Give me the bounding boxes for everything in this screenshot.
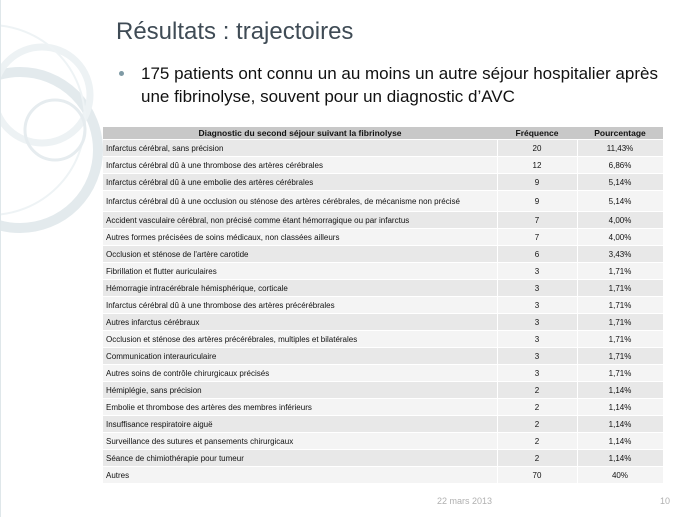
frequency-cell: 3 bbox=[497, 297, 577, 314]
diagnostic-cell: Fibrillation et flutter auriculaires bbox=[103, 263, 497, 280]
diagnostic-cell: Hémorragie intracérébrale hémisphérique, corticale bbox=[103, 280, 497, 297]
table-row bbox=[103, 140, 663, 157]
percentage-cell: 11,43% bbox=[577, 140, 663, 157]
diagnostic-cell: Autres infarctus cérébraux bbox=[103, 314, 497, 331]
table-row bbox=[103, 191, 663, 212]
percentage-cell: 1,71% bbox=[577, 280, 663, 297]
diagnostic-cell: Embolie et thrombose des artères des membres inférieurs bbox=[103, 399, 497, 416]
table-header-row bbox=[103, 127, 663, 140]
table-row bbox=[103, 263, 663, 280]
percentage-cell: 1,14% bbox=[577, 416, 663, 433]
frequency-cell: 2 bbox=[497, 382, 577, 399]
table-row bbox=[103, 157, 663, 174]
percentage-cell: 1,71% bbox=[577, 314, 663, 331]
table-row bbox=[103, 212, 663, 229]
table-row bbox=[103, 433, 663, 450]
percentage-cell: 3,43% bbox=[577, 246, 663, 263]
table-row bbox=[103, 297, 663, 314]
percentage-cell: 5,14% bbox=[577, 174, 663, 191]
results-table bbox=[103, 127, 664, 484]
diagnostic-cell: Hémiplégie, sans précision bbox=[103, 382, 497, 399]
header-frequency: Fréquence bbox=[497, 127, 577, 140]
percentage-cell: 1,14% bbox=[577, 399, 663, 416]
diagnostic-cell: Surveillance des sutures et pansements chirurgicaux bbox=[103, 433, 497, 450]
diagnostic-cell: Infarctus cérébral dû à une occlusion ou sténose des artères cérébrales, de mécanisme non précisé bbox=[103, 191, 497, 212]
percentage-cell: 40% bbox=[577, 467, 663, 484]
header-percentage: Pourcentage bbox=[577, 127, 663, 140]
table-row bbox=[103, 331, 663, 348]
diagnostic-cell: Occlusion et sténose des artères précérébrales, multiples et bilatérales bbox=[103, 331, 497, 348]
frequency-cell: 2 bbox=[497, 450, 577, 467]
page-number: 10 bbox=[660, 496, 671, 506]
percentage-cell: 1,14% bbox=[577, 450, 663, 467]
percentage-cell: 1,14% bbox=[577, 433, 663, 450]
frequency-cell: 2 bbox=[497, 416, 577, 433]
diagnostic-cell: Autres formes précisées de soins médicaux, non classées ailleurs bbox=[103, 229, 497, 246]
table-row bbox=[103, 365, 663, 382]
frequency-cell: 3 bbox=[497, 365, 577, 382]
frequency-cell: 3 bbox=[497, 314, 577, 331]
diagnostic-cell: Occlusion et sténose de l'artère carotide bbox=[103, 246, 497, 263]
diagnostic-cell: Séance de chimiothérapie pour tumeur bbox=[103, 450, 497, 467]
diagnostic-cell: Autres soins de contrôle chirurgicaux précisés bbox=[103, 365, 497, 382]
table-row bbox=[103, 399, 663, 416]
frequency-cell: 9 bbox=[497, 174, 577, 191]
frequency-cell: 7 bbox=[497, 212, 577, 229]
diagnostic-cell: Communication interauriculaire bbox=[103, 348, 497, 365]
percentage-cell: 4,00% bbox=[577, 212, 663, 229]
table-row bbox=[103, 314, 663, 331]
bullet-marker bbox=[119, 71, 124, 76]
footer-date: 22 mars 2013 bbox=[437, 496, 493, 506]
percentage-cell: 1,71% bbox=[577, 348, 663, 365]
percentage-cell: 1,71% bbox=[577, 365, 663, 382]
frequency-cell: 3 bbox=[497, 280, 577, 297]
frequency-cell: 7 bbox=[497, 229, 577, 246]
frequency-cell: 70 bbox=[497, 467, 577, 484]
table-row bbox=[103, 467, 663, 484]
frequency-cell: 9 bbox=[497, 191, 577, 212]
percentage-cell: 1,14% bbox=[577, 382, 663, 399]
decorative-circles bbox=[0, 0, 110, 517]
table-body bbox=[103, 140, 663, 484]
frequency-cell: 3 bbox=[497, 263, 577, 280]
percentage-cell: 4,00% bbox=[577, 229, 663, 246]
frequency-cell: 12 bbox=[497, 157, 577, 174]
percentage-cell: 5,14% bbox=[577, 191, 663, 212]
table-row bbox=[103, 416, 663, 433]
frequency-cell: 3 bbox=[497, 331, 577, 348]
slide-title: Résultats : trajectoires bbox=[116, 18, 354, 45]
frequency-cell: 3 bbox=[497, 348, 577, 365]
table-row bbox=[103, 450, 663, 467]
table-row bbox=[103, 348, 663, 365]
header-diagnostic: Diagnostic du second séjour suivant la fibrinolyse bbox=[103, 127, 497, 140]
percentage-cell: 6,86% bbox=[577, 157, 663, 174]
diagnostic-cell: Infarctus cérébral dû à une embolie des artères cérébrales bbox=[103, 174, 497, 191]
diagnostic-cell: Autres bbox=[103, 467, 497, 484]
table-row bbox=[103, 246, 663, 263]
diagnostic-cell: Insuffisance respiratoire aiguë bbox=[103, 416, 497, 433]
frequency-cell: 6 bbox=[497, 246, 577, 263]
bullet-text: 175 patients ont connu un au moins un autre séjour hospitalier après une fibrinolyse, souvent pour un diagnostic d’AVC bbox=[141, 64, 658, 106]
table-row bbox=[103, 229, 663, 246]
table-row bbox=[103, 280, 663, 297]
percentage-cell: 1,71% bbox=[577, 297, 663, 314]
diagnostic-cell: Accident vasculaire cérébral, non précisé comme étant hémorragique ou par infarctus bbox=[103, 212, 497, 229]
table-row bbox=[103, 382, 663, 399]
diagnostic-cell: Infarctus cérébral dû à une thrombose des artères cérébrales bbox=[103, 157, 497, 174]
diagnostic-cell: Infarctus cérébral dû à une thrombose des artères précérébrales bbox=[103, 297, 497, 314]
frequency-cell: 2 bbox=[497, 433, 577, 450]
frequency-cell: 2 bbox=[497, 399, 577, 416]
percentage-cell: 1,71% bbox=[577, 263, 663, 280]
table-row bbox=[103, 174, 663, 191]
diagnostic-cell: Infarctus cérébral, sans précision bbox=[103, 140, 497, 157]
percentage-cell: 1,71% bbox=[577, 331, 663, 348]
frequency-cell: 20 bbox=[497, 140, 577, 157]
